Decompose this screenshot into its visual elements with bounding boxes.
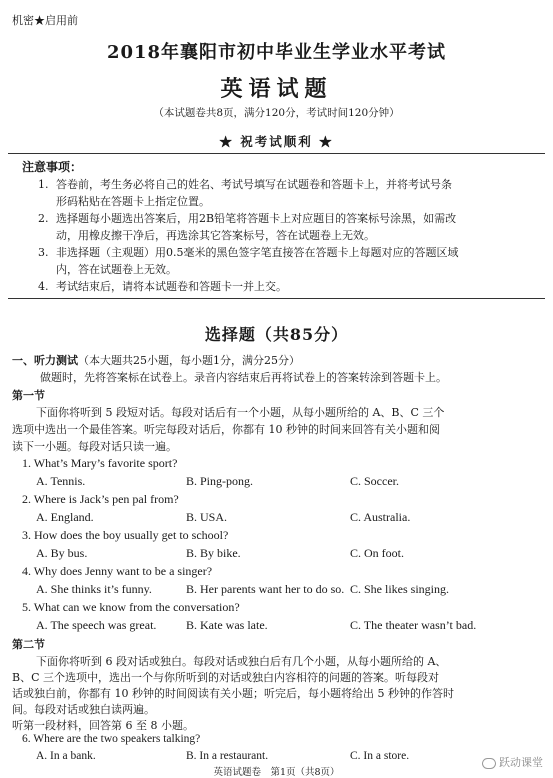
part1-heading: 一、听力测试（本大题共25小题，每小题1分，满分25分） [12, 354, 300, 367]
notice-item-1-cont: 形码粘贴在答题卡上指定位置。 [56, 195, 210, 208]
q4-option-b: B. Her parents want her to do so. [186, 582, 345, 596]
q5-option-b: B. Kate was late. [186, 618, 268, 632]
sec2-line2: B、C 三个选项中，选出一个与你所听到的对话或独白内容相符的问题的答案。听每段对 [12, 671, 439, 684]
question-6: 6. Where are the two speakers talking? [22, 733, 201, 745]
watermark: 跃动课堂 [482, 754, 543, 770]
q3-option-c: C. On foot. [350, 546, 404, 560]
wechat-icon [482, 758, 496, 769]
q6-option-c: C. In a store. [350, 750, 410, 762]
notice-item-4: 4. 考试结束后，请将本试题卷和答题卡一并上交。 [38, 280, 287, 293]
q1-option-c: C. Soccer. [350, 474, 399, 488]
q1-option-a: A. Tennis. [36, 474, 86, 488]
question-1: 1. What’s Mary’s favorite sport? [22, 456, 178, 470]
good-luck-banner: ★ 祝考试顺利 ★ [219, 134, 334, 149]
question-4: 4. Why does Jenny want to be a singer? [22, 564, 213, 578]
divider-top [8, 153, 545, 154]
sec2-line4: 间。每段对话或独白读两遍。 [12, 703, 155, 716]
exam-title: 2018年襄阳市初中毕业生学业水平考试 [106, 42, 447, 63]
sec2-line5: 听第一段材料，回答第 6 至 8 小题。 [12, 719, 194, 732]
q6-option-b: B. In a restaurant. [186, 750, 269, 762]
notice-item-3: 3. 非选择题（主观题）用0.5毫米的黑色签字笔直接答在答题卡上每题对应的答题区域 [38, 246, 459, 259]
notice-heading: 注意事项： [22, 160, 83, 174]
q1-option-b: B. Ping-pong. [186, 474, 254, 488]
q5-option-a: A. The speech was great. [36, 618, 157, 632]
section-title: 选择题（共85分） [204, 325, 349, 344]
q4-option-c: C. She likes singing. [350, 582, 450, 596]
part1-instruction: 做题时，先将答案标在试卷上。录音内容结束后再将试卷上的答案转涂到答题卡上。 [40, 371, 447, 384]
subject-title: 英语试题 [220, 76, 333, 102]
confidential-label: 机密★启用前 [12, 14, 78, 27]
sec2-line1: 下面你将听到 6 段对话或独白。每段对话或独白后有几个小题，从每小题所给的 A、 [36, 655, 447, 668]
q2-option-c: C. Australia. [350, 510, 411, 524]
notice-item-2-cont: 动，用橡皮擦干净后，再选涂其它答案标号，答在试题卷上无效。 [56, 229, 375, 242]
q2-option-b: B. USA. [186, 510, 228, 524]
question-3: 3. How does the boy usually get to school? [22, 528, 229, 542]
sec1-line1: 下面你将听到 5 段短对话。每段对话后有一个小题，从每小题所给的 A、B、C 三个 [36, 406, 445, 419]
q2-option-a: A. England. [36, 510, 94, 524]
notice-item-2: 2. 选择题每小题选出答案后，用2B铅笔将答题卡上对应题目的答案标号涂黑，如需改 [38, 212, 457, 225]
q3-option-a: A. By bus. [36, 546, 88, 560]
q5-option-c: C. The theater wasn’t bad. [350, 618, 477, 632]
notice-item-1: 1. 答卷前，考生务必将自己的姓名、考试号填写在试题卷和答题卡上，并将考试号条 [38, 178, 452, 191]
q3-option-b: B. By bike. [186, 546, 241, 560]
divider-bottom [8, 298, 545, 299]
sec2-heading: 第二节 [12, 638, 45, 651]
q6-option-a: A. In a bank. [36, 750, 96, 762]
question-5: 5. What can we know from the conversation? [22, 600, 240, 614]
question-2: 2. Where is Jack’s pen pal from? [22, 492, 179, 506]
page-footer: 英语试题卷 第1页（共8页） [213, 767, 340, 778]
sec1-line3: 读下一小题。每段对话只读一遍。 [12, 440, 177, 453]
sec1-heading: 第一节 [12, 389, 45, 402]
sec1-line2: 选项中选出一个最佳答案。听完每段对话后，你都有 10 秒钟的时间来回答有关小题和阅 [12, 423, 440, 436]
sec2-line3: 话或独白前，你都有 10 秒钟的时间阅读有关小题；听完后，每小题将给出 5 秒钟的作答时 [12, 687, 454, 700]
notice-item-3-cont: 内，答在试题卷上无效。 [56, 263, 177, 276]
q4-option-a: A. She thinks it’s funny. [36, 582, 152, 596]
exam-note: （本试题卷共8页，满分120分，考试时间120分钟） [153, 107, 400, 119]
